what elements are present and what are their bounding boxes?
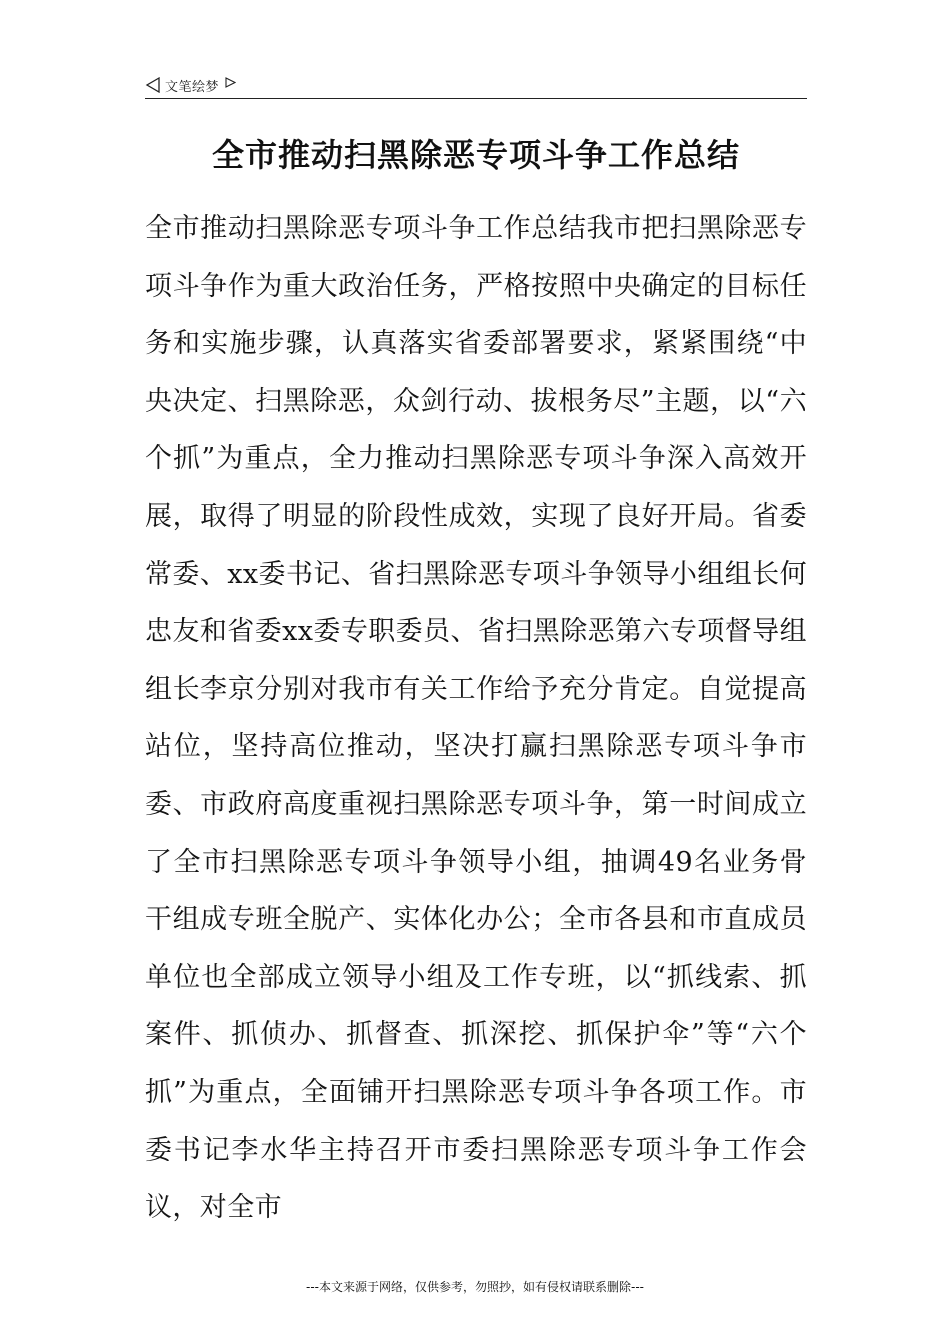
document-title: 全市推动扫黑除恶专项斗争工作总结 <box>211 136 740 174</box>
page-header <box>145 72 807 99</box>
document-body: 全市推动扫黑除恶专项斗争工作总结我市把扫黑除恶专项斗争作为重大政治任务，严格按照中央确定的目标任务和实施步骤，认真落实省委部署要求，紧紧围绕“中央决定、扫黑除恶，众剑行动、拔根务尽”主题，以“六个抓”为重点，全力推动扫黑除恶专项斗争深入高效开展，取得了明显的阶段性成效，实现了良好开局。省委常委、xx委书记、省扫黑除恶专项斗争领导小组组长何忠友和省委xx委专职委员、省扫黑除恶第六专项督导组组长李京分别对我市有关工作给予充分肯定。自觉提高站位，坚持高位推动，坚决打赢扫黑除恶专项斗争市委、市政府高度重视扫黑除恶专项斗争，第一时间成立了全市扫黑除恶专项斗争领导小组，抽调49名业务骨干组成专班全脱产、实体化办公；全市各县和市直成员单位也全部成立领导小组及工作专班，以“抓线索、抓案件、抓侦办、抓督查、抓深挖、抓保护伞”等“六个抓”为重点，全面铺开扫黑除恶专项斗争各项工作。市委书记李水华主持召开市委扫黑除恶专项斗争工作会议，对全市 <box>145 213 807 1224</box>
triangle-left-icon <box>145 77 161 93</box>
triangle-right-icon <box>225 77 236 88</box>
brand-label: 文笔绘梦 <box>165 79 220 95</box>
footer-notice: ---本文来源于网络，仅供参考，勿照抄，如有侵权请联系删除--- <box>306 1280 644 1294</box>
